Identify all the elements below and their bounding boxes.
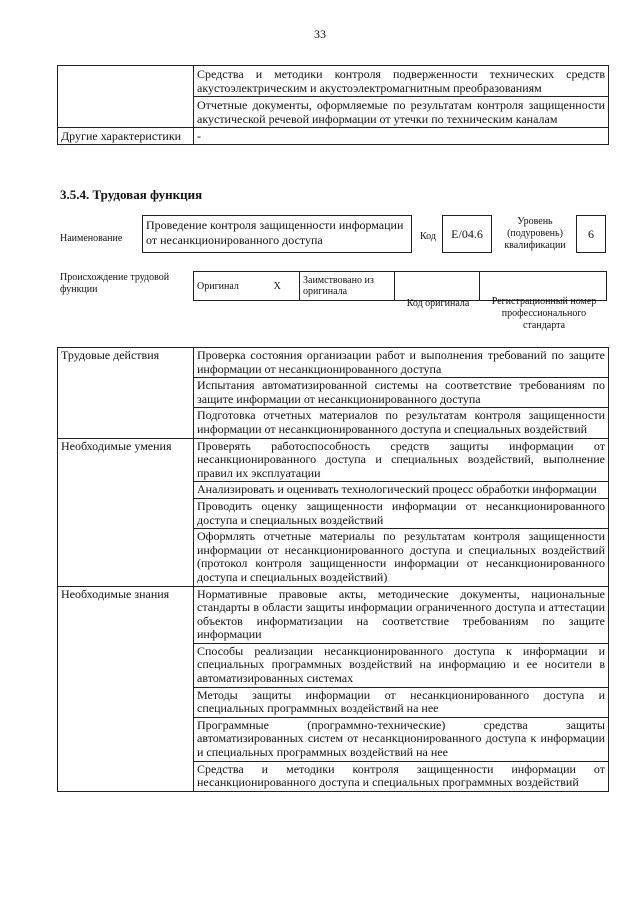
registration-number-caption: Регистрационный номер профессионального стандарта — [491, 296, 597, 331]
knowledge-item: Методы защиты информации от несанкционированного доступа и специальных программных воздействий на нее — [194, 687, 609, 717]
skill-item: Проверять работоспособность средств защиты информации от несанкционированного доступа и специальных воздействий, выполнение правил их эксплуатации — [194, 438, 609, 482]
labor-action-item: Проверка состояния организации работ и выполнения требований по защите информации от несанкционированного доступа — [194, 348, 609, 378]
table-row — [58, 66, 609, 97]
skill-item: Анализировать и оценивать технологический процесс обработки информации — [194, 482, 609, 499]
table-row — [58, 348, 609, 378]
labor-actions-label: Трудовые действия — [58, 348, 194, 439]
function-code-box: E/04.6 — [442, 215, 492, 253]
page-number: 33 — [314, 27, 326, 41]
code-label: Код — [420, 231, 436, 242]
knowledge-item: Средства и методики контроля защищенности информации от несанкционированного доступа и специальных программных воздействий — [194, 761, 609, 791]
borrowed-label: Заимствовано из оригинала — [300, 272, 395, 301]
knowledge-item: Способы реализации несанкционированного доступа к информации и специальных программных воздействий на информацию и ее носители в автоматизированных системах — [194, 643, 609, 687]
labor-function-table — [57, 347, 609, 792]
other-characteristics-label: Другие характеристики — [58, 128, 194, 145]
original-mark: X — [256, 272, 300, 301]
original-code-cell — [395, 272, 480, 301]
qualification-level-label: Уровень (подуровень) квалификации — [504, 216, 566, 251]
table-row — [58, 128, 609, 145]
knowledge-item: Отчетные документы, оформляемые по результатам контроля защищенности акустической речевой информации от утечки по техническим каналам — [194, 97, 609, 128]
qualification-level-box: 6 — [576, 215, 606, 253]
function-name-box: Проведение контроля защищенности информации от несанкционированного доступа — [142, 215, 412, 253]
skill-item: Оформлять отчетные материалы по результатам контроля защищенности информации от несанкционированного доступа и специальных воздействий (протокол контроля защищенности информации от несанкционированного доступа и специальных воздействий) — [194, 529, 609, 586]
original-label: Оригинал — [194, 272, 256, 301]
skill-item: Проводить оценку защищенности информации от несанкционированного доступа и специальных воздействий — [194, 498, 609, 528]
labor-action-item: Подготовка отчетных материалов по результатам контроля защищенности информации от несанкционированного доступа и специальных воздействий — [194, 408, 609, 438]
knowledge-item: Нормативные правовые акты, методические документы, национальные стандарты в области защиты информации ограниченного доступа и аттестации объектов информатизации на соответствие требованиям по защите информации — [194, 586, 609, 643]
knowledge-item: Программные (программно-технические) средства защиты автоматизированных систем от несанкционированного доступа к информации и специальных программных воздействий на нее — [194, 717, 609, 761]
empty-label-cell — [58, 66, 194, 128]
section-title: 3.5.4. Трудовая функция — [60, 187, 203, 202]
required-skills-label: Необходимые умения — [58, 438, 194, 586]
top-characteristics-table — [57, 65, 609, 145]
required-knowledge-label: Необходимые знания — [58, 586, 194, 791]
table-row — [58, 586, 609, 643]
origin-label: Происхождение трудовой функции — [60, 272, 170, 295]
table-row — [58, 438, 609, 482]
name-label: Наименование — [60, 233, 123, 244]
original-code-caption: Код оригинала — [406, 298, 470, 309]
other-characteristics-value: - — [194, 128, 609, 145]
knowledge-item: Средства и методики контроля подверженности технических средств акустоэлектрическим и акустоэлектромагнитным преобразованиям — [194, 66, 609, 97]
labor-action-item: Испытания автоматизированной системы на соответствие требованиям по защите информации от несанкционированного доступа — [194, 378, 609, 408]
